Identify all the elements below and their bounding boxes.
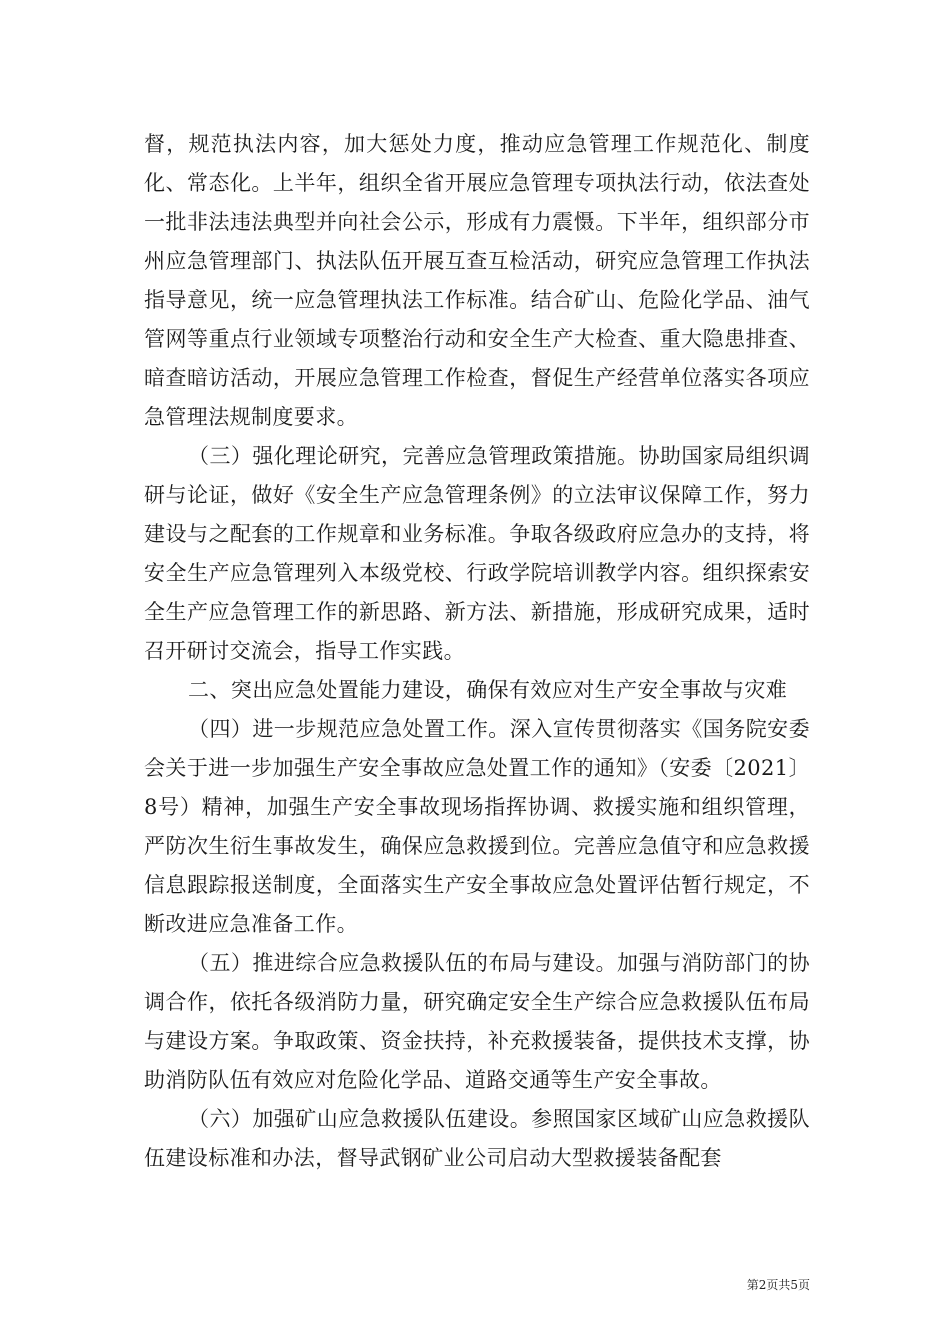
paragraph-section-6: （六）加强矿山应急救援队伍建设。参照国家区域矿山应急救援队伍建设标准和办法，督导武钢矿业公司启动大型救援装备配套 (144, 1107, 810, 1170)
paragraph-section-5: （五）推进综合应急救援队伍的布局与建设。加强与消防部门的协调合作，依托各级消防力量，研究确定安全生产综合应急救援队伍布局与建设方案。争取政策、资金扶持，补充救援装备，提供技术支撑，协助消防队伍有效应对危险化学品、道路交通等生产安全事故。 (144, 951, 810, 1092)
page-number-footer: 第2页共5页 (746, 1278, 810, 1292)
paragraph-continuation: 督，规范执法内容，加大惩处力度，推动应急管理工作规范化、制度化、常态化。上半年，组织全省开展应急管理专项执法行动，依法查处一批非法违法典型并向社会公示，形成有力震慑。下半年，组织部分市州应急管理部门、执法队伍开展互查互检活动，研究应急管理工作执法指导意见，统一应急管理执法工作标准。结合矿山、危险化学品、油气管网等重点行业领域专项整治行动和安全生产大检查、重大隐患排查、暗查暗访活动，开展应急管理工作检查，督促生产经营单位落实各项应急管理法规制度要求。 (144, 132, 810, 429)
document-body (144, 125, 810, 1178)
paragraph-section-4: （四）进一步规范应急处置工作。深入宣传贯彻落实《国务院安委会关于进一步加强生产安全事故应急处置工作的通知》（安委〔2021〕8号）精神，加强生产安全事故现场指挥协调、救援实施和组织管理，严防次生衍生事故发生，确保应急救援到位。完善应急值守和应急救援信息跟踪报送制度，全面落实生产安全事故应急处置评估暂行规定，不断改进应急准备工作。 (144, 717, 810, 936)
paragraph-section-3: （三）强化理论研究，完善应急管理政策措施。协助国家局组织调研与论证，做好《安全生产应急管理条例》的立法审议保障工作，努力建设与之配套的工作规章和业务标准。争取各级政府应急办的支持，将安全生产应急管理列入本级党校、行政学院培训教学内容。组织探索安全生产应急管理工作的新思路、新方法、新措施，形成研究成果，适时召开研讨交流会，指导工作实践。 (144, 444, 810, 663)
section-heading-2: 二、突出应急处置能力建设，确保有效应对生产安全事故与灾难 (188, 678, 788, 702)
